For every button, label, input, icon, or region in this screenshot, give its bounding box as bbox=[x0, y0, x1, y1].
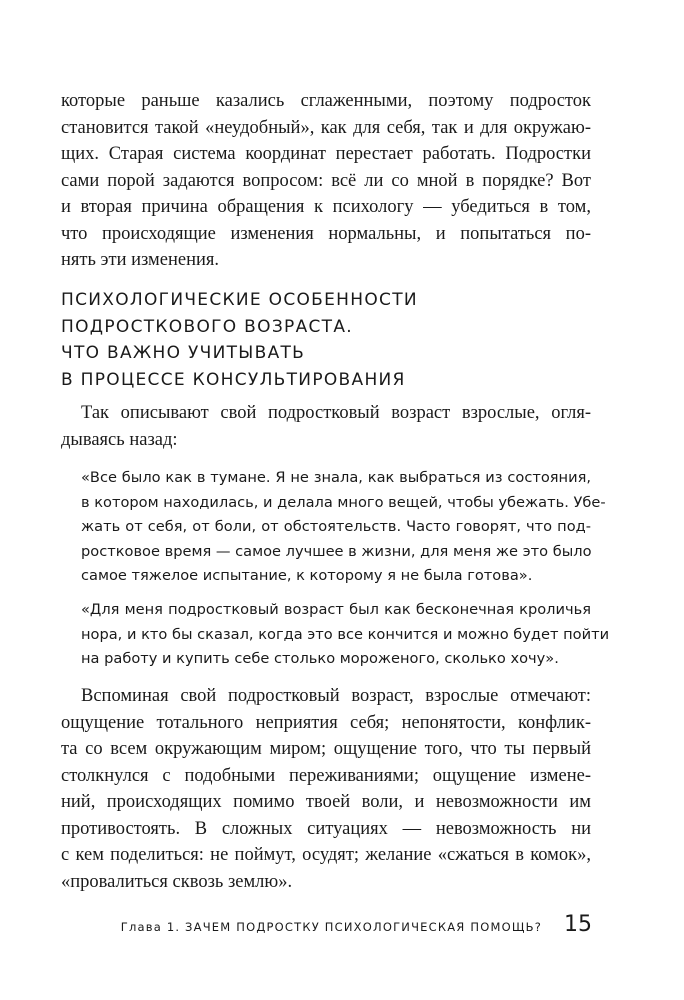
paragraph-line: Так описывают свой подростковый возраст взрослые, огля- bbox=[81, 403, 591, 423]
paragraph-line: которые раньше казались сглаженными, поэтому подросток bbox=[61, 91, 591, 111]
quote-line: на работу и купить себе столько мороженого, сколько хочу». bbox=[81, 650, 559, 667]
paragraph-line: Вспоминая свой подростковый возраст, взрослые отмечают: bbox=[81, 686, 591, 706]
heading-line: ПСИХОЛОГИЧЕСКИЕ ОСОБЕННОСТИ bbox=[61, 290, 418, 310]
quote-line: жать от себя, от боли, от обстоятельств. Часто говорят, что под- bbox=[81, 518, 591, 535]
quote-2 bbox=[81, 598, 610, 672]
paragraph-line: столкнулся с подобными переживаниями; ощущение измене- bbox=[61, 765, 591, 786]
paragraph-line: нять эти изменения. bbox=[61, 250, 220, 270]
paragraph-top bbox=[61, 88, 591, 274]
paragraph-line: ний, происходящих помимо твоей воли, и невозможности им bbox=[61, 792, 591, 812]
paragraph-line: противостоять. В сложных ситуациях — невозможность ни bbox=[61, 818, 591, 839]
quote-line: нора, и кто бы сказал, когда это все кончится и можно будет пойти bbox=[81, 625, 610, 643]
paragraph-line: что происходящие изменения нормальны, и попытаться по- bbox=[61, 223, 591, 244]
quote-line: «Все было как в тумане. Я не знала, как выбраться из состояния, bbox=[81, 469, 591, 486]
paragraph-line: сами порой задаются вопросом: всё ли со мной в порядке? Вот bbox=[61, 170, 591, 191]
paragraph-line: «провалиться сквозь землю». bbox=[61, 871, 293, 892]
quote-line: самое тяжелое испытание, к которому я не была готова». bbox=[81, 567, 533, 584]
paragraph-line: та со всем окружающим миром; ощущение того, что ты первый bbox=[61, 739, 591, 759]
paragraph-line: с кем поделиться: не поймут, осудят; желание «сжаться в комок», bbox=[61, 845, 591, 865]
running-head: Глава 1. ЗАЧЕМ ПОДРОСТКУ ПСИХОЛОГИЧЕСКАЯ ПОМОЩЬ? bbox=[120, 920, 542, 934]
quote-1 bbox=[81, 466, 606, 589]
page-footer bbox=[0, 912, 592, 940]
paragraph-bottom bbox=[61, 683, 591, 895]
page-number: 15 bbox=[564, 912, 592, 937]
paragraph-line: и вторая причина обращения к психологу — убедиться в том, bbox=[61, 197, 591, 217]
paragraph-line: ощущение тотального неприятия себя; непонятости, конфлик- bbox=[61, 712, 591, 733]
heading-line: В ПРОЦЕССЕ КОНСУЛЬТИРОВАНИЯ bbox=[61, 369, 406, 390]
paragraph-line: щих. Старая система координат перестает работать. Подростки bbox=[61, 144, 591, 164]
quote-line: «Для меня подростковый возраст был как бесконечная кроличья bbox=[81, 601, 591, 618]
paragraph-intro bbox=[61, 400, 591, 453]
heading-line: ЧТО ВАЖНО УЧИТЫВАТЬ bbox=[61, 343, 306, 363]
section-heading bbox=[61, 287, 581, 393]
quote-line: в котором находилась, и делала много вещей, чтобы убежать. Убе- bbox=[81, 493, 606, 511]
heading-line: ПОДРОСТКОВОГО ВОЗРАСТА. bbox=[61, 316, 353, 337]
paragraph-line: дываясь назад: bbox=[61, 429, 178, 450]
quote-line: ростковое время — самое лучшее в жизни, для меня же это было bbox=[81, 542, 592, 560]
paragraph-line: становится такой «неудобный», как для себя, так и для окружаю- bbox=[61, 117, 591, 138]
